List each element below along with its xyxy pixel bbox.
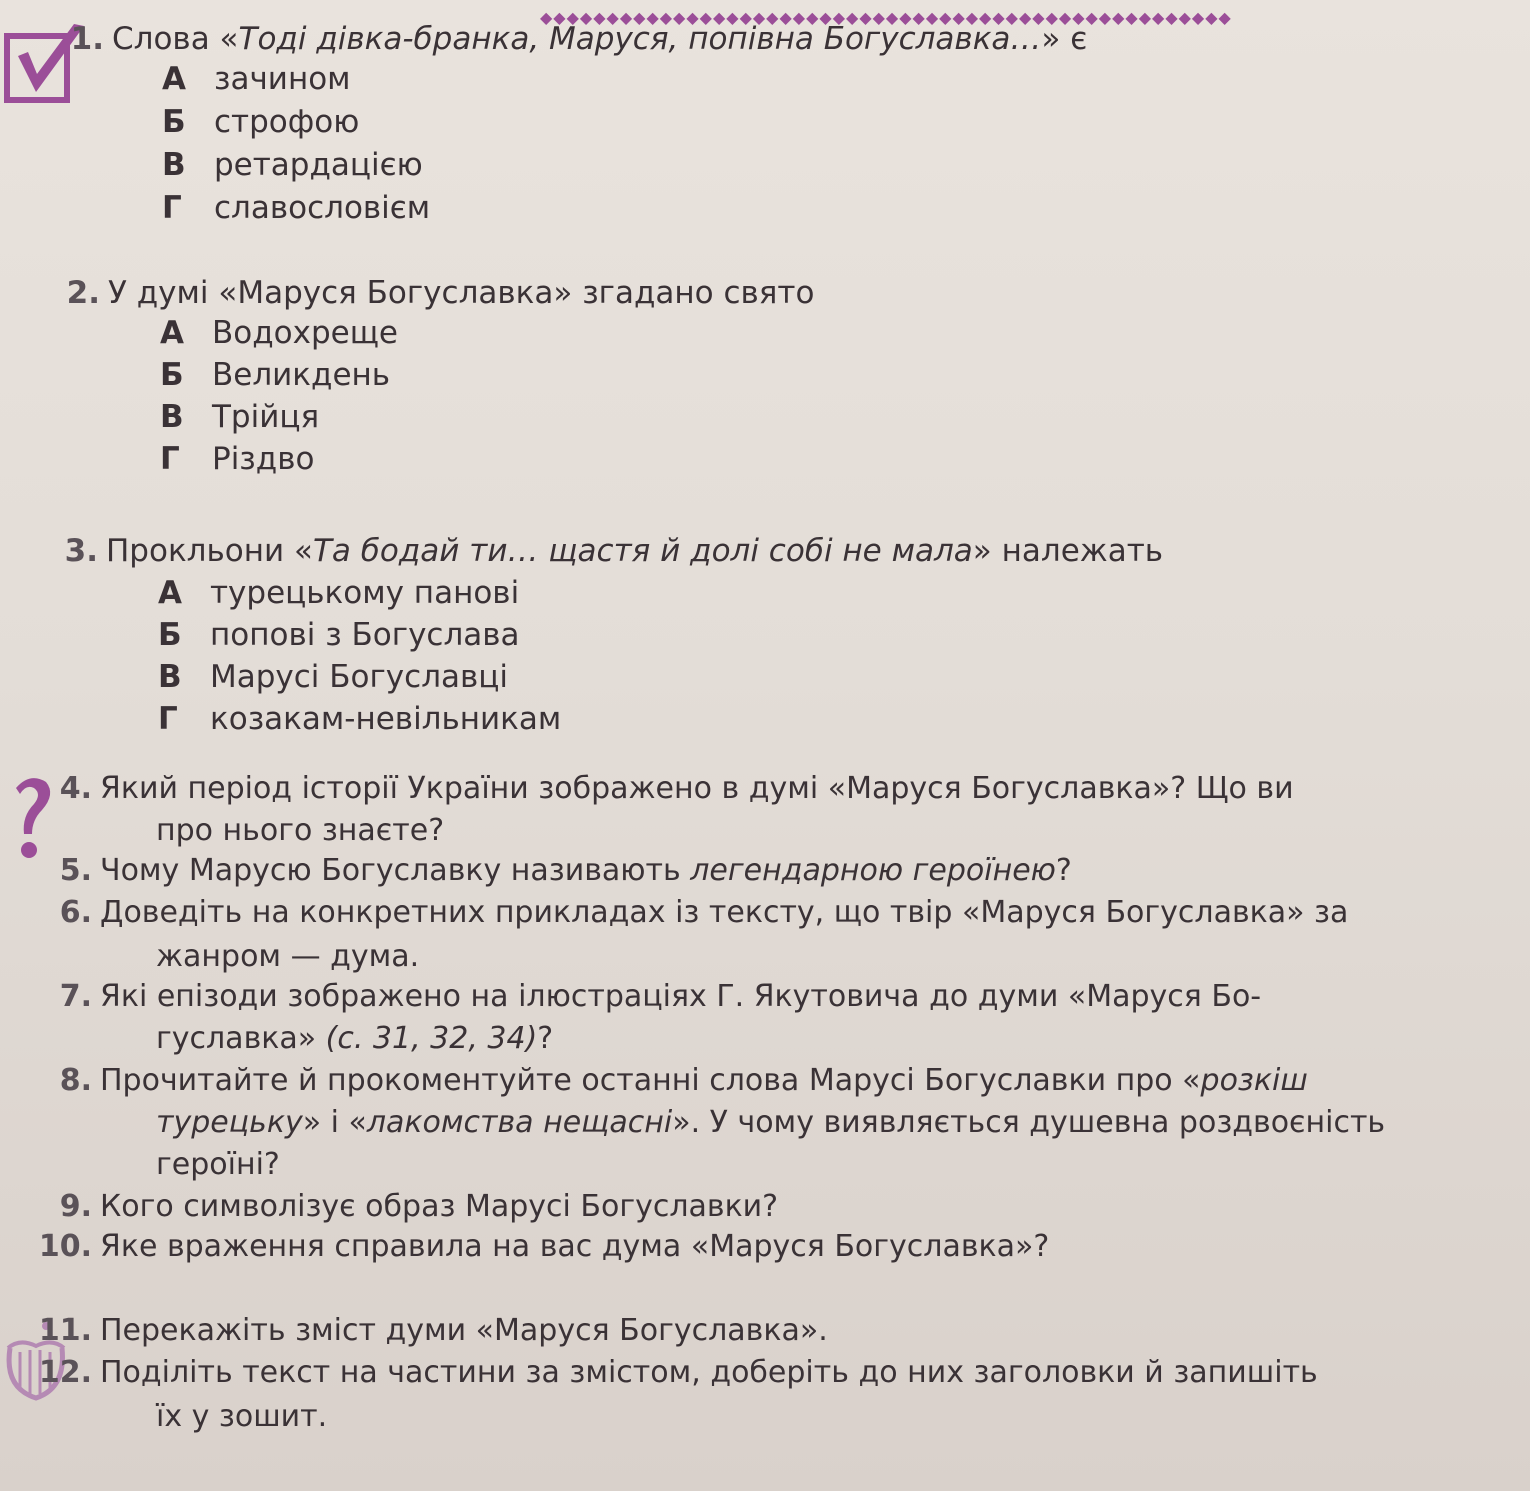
question-11 [36, 1310, 828, 1352]
question-4-continued: про нього знаєте? [156, 813, 445, 848]
option-letter: Б [158, 617, 182, 653]
question-8-continued [156, 1102, 1385, 1144]
option-text: ретардацією [214, 147, 423, 183]
question-number: 6. [59, 895, 92, 930]
question-7 [36, 976, 1261, 1018]
test-question-2 [44, 272, 814, 314]
question-text-pre: У думі «Маруся Богуславка» згадано свято [108, 275, 815, 311]
question-text: гуславка» [156, 1021, 326, 1056]
option-letter: Г [158, 701, 178, 737]
question-quote: Тоді дівка-бранка, Маруся, попівна Богуславка… [238, 21, 1042, 57]
question-italic: турецьку [156, 1105, 303, 1140]
test-question-3 [42, 530, 1163, 572]
option-text: Різдво [212, 441, 315, 477]
question-10 [36, 1226, 1049, 1268]
question-text: Прочитайте й прокоментуйте останні слова Марусі Богуславки про « [100, 1063, 1201, 1098]
question-text-post: » є [1041, 21, 1088, 57]
question-5 [36, 850, 1072, 892]
option-letter: Г [160, 441, 180, 477]
question-text: ». У чому виявляється душевна роздвоєність [672, 1105, 1386, 1140]
option-text: Марусі Богуславці [210, 659, 508, 695]
test-question-1 [48, 18, 1087, 60]
question-number: 7. [59, 979, 92, 1014]
question-text: Перекажіть зміст думи «Маруся Богуславка». [100, 1313, 828, 1348]
option-text: козакам-невільникам [210, 701, 562, 737]
option-text: славословієм [214, 190, 431, 226]
option-2c [160, 396, 319, 438]
question-text: Поділіть текст на частини за змістом, доберіть до них заголовки й запишіть [100, 1355, 1318, 1390]
option-text: попові з Богуслава [210, 617, 520, 653]
option-letter: Г [162, 190, 182, 226]
question-number: 4. [59, 771, 92, 806]
decorative-diamond-border: ◆◆◆◆◆◆◆◆◆◆◆◆◆◆◆◆◆◆◆◆◆◆◆◆◆◆◆◆◆◆◆◆◆◆◆◆◆◆◆◆◆◆◆◆◆◆◆◆◆◆◆◆ [540, 8, 1232, 27]
option-2a [160, 312, 398, 354]
question-8 [36, 1060, 1308, 1102]
option-1a [162, 58, 351, 100]
question-text: » і « [302, 1105, 367, 1140]
option-text: Водохреще [212, 315, 398, 351]
question-number: 11. [38, 1313, 92, 1348]
question-7-continued [156, 1018, 553, 1060]
question-8-continued-2: героїні? [156, 1147, 280, 1182]
question-text: Доведіть на конкретних прикладах із тексту, що твір «Маруся Богуславка» за [100, 895, 1349, 930]
option-2b [160, 354, 390, 396]
question-4 [36, 768, 1294, 810]
option-2d [160, 438, 314, 480]
question-number: 8. [59, 1063, 92, 1098]
option-letter: А [162, 61, 186, 97]
option-text: Великдень [212, 357, 391, 393]
question-italic: легендарною героїнею [690, 853, 1056, 888]
question-text: Який період історії України зображено в думі «Маруся Богуславка»? Що ви [100, 771, 1294, 806]
question-12-continued: їх у зошит. [156, 1399, 328, 1434]
question-number: 1. [70, 21, 104, 57]
option-1c [162, 144, 423, 186]
option-3d [158, 698, 561, 740]
question-number: 9. [59, 1189, 92, 1224]
question-number: 12. [38, 1355, 92, 1390]
question-number: 3. [64, 533, 98, 569]
question-6-continued: жанром — дума. [156, 939, 420, 974]
question-text: Чому Марусю Богуславку називають [100, 853, 691, 888]
question-number: 10. [38, 1229, 92, 1264]
option-text: строфою [214, 104, 360, 140]
question-text-pre: Слова « [112, 21, 239, 57]
option-letter: А [160, 315, 184, 351]
option-text: зачином [214, 61, 351, 97]
option-letter: А [158, 575, 182, 611]
question-text: Яке враження справила на вас дума «Маруся Богуславка»? [100, 1229, 1050, 1264]
question-italic: лакомства нещасні [366, 1105, 673, 1140]
option-text: турецькому панові [210, 575, 520, 611]
option-3b [158, 614, 520, 656]
option-letter: Б [160, 357, 184, 393]
question-italic: розкіш [1200, 1063, 1308, 1098]
question-9 [36, 1186, 778, 1228]
question-text: Які епізоди зображено на ілюстраціях Г. Якутовича до думи «Маруся Бо- [100, 979, 1262, 1014]
page-reference: (с. 31, 32, 34) [325, 1021, 538, 1056]
question-number: 5. [59, 853, 92, 888]
question-number: 2. [66, 275, 100, 311]
question-6 [36, 892, 1348, 934]
question-text: Кого символізує образ Марусі Богуславки? [100, 1189, 779, 1224]
option-1d [162, 187, 430, 229]
question-quote: Та бодай ти… щастя й долі собі не мала [312, 533, 973, 569]
option-text: Трійця [212, 399, 320, 435]
option-letter: В [158, 659, 182, 695]
question-text-post: » належать [972, 533, 1164, 569]
option-3c [158, 656, 508, 698]
option-1b [162, 101, 359, 143]
question-text-pre: Прокльони « [106, 533, 313, 569]
question-text-post: ? [537, 1021, 554, 1056]
question-12 [36, 1352, 1318, 1394]
option-3a [158, 572, 519, 614]
option-letter: В [162, 147, 186, 183]
option-letter: В [160, 399, 184, 435]
question-text-post: ? [1055, 853, 1072, 888]
option-letter: Б [162, 104, 186, 140]
